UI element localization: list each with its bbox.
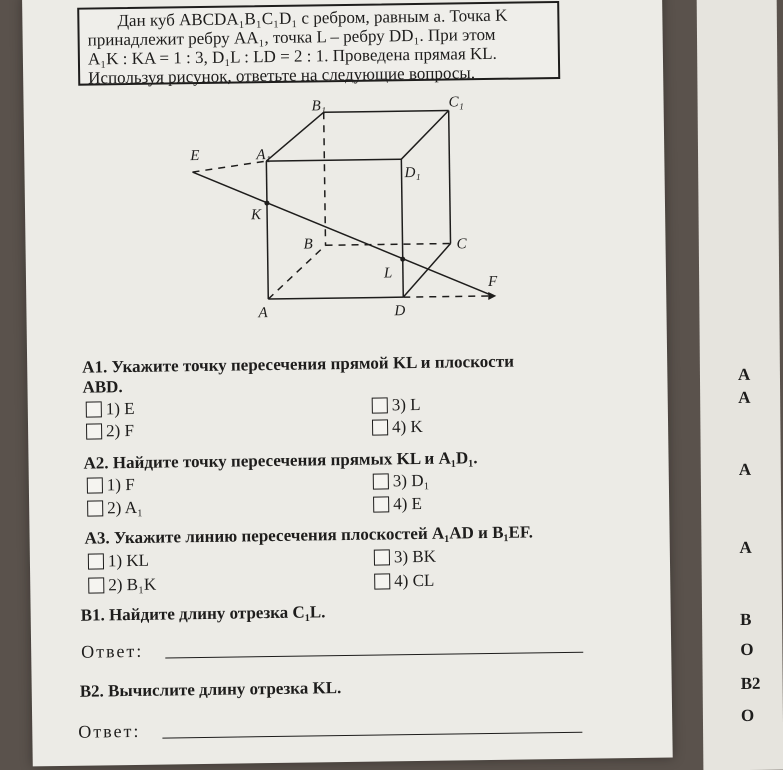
label-l: L <box>383 265 393 282</box>
option-a2-4[interactable]: 4) E <box>373 494 422 515</box>
question-text: B1. Найдите длину отрезка C₁L. <box>80 602 326 625</box>
worksheet-page <box>22 0 673 766</box>
edge-bc-hidden <box>326 244 451 246</box>
option-a2-2[interactable]: 2) A₁ <box>87 498 143 519</box>
adjacent-page-fragment: A <box>737 364 751 385</box>
label-f: F <box>487 273 498 290</box>
label-k: K <box>250 207 262 224</box>
answer-field-b2[interactable] <box>162 732 582 739</box>
label-e: E <box>190 148 200 165</box>
label-b1: B₁ <box>311 98 327 115</box>
problem-statement <box>77 1 560 86</box>
question-a3 <box>84 522 533 548</box>
edge-c1c <box>449 111 451 244</box>
question-a1 <box>82 352 514 398</box>
label-a1: A₁ <box>256 147 271 164</box>
label-c: C <box>456 236 467 253</box>
question-b2 <box>80 678 342 702</box>
question-a2 <box>83 448 477 473</box>
adjacent-page-fragment: B2 <box>740 673 761 694</box>
edge-ab-hidden <box>268 245 327 299</box>
problem-line: принадлежит ребру AA₁, точка L – ребру DD₁. При этом <box>87 24 496 50</box>
edge-dd1 <box>401 159 403 297</box>
edge-dc <box>403 244 452 298</box>
question-text: A1. Укажите точку пересечения прямой KL и плоскости <box>82 351 515 377</box>
label-a: A <box>258 305 268 322</box>
answer-b2 <box>78 721 140 743</box>
arrow-f-marker <box>488 292 496 300</box>
adjacent-page <box>697 0 783 770</box>
checkbox[interactable] <box>86 401 102 417</box>
question-text: ABD. <box>82 377 123 397</box>
adjacent-page-fragment: B <box>740 609 752 630</box>
problem-line: Дан куб ABCDA₁B₁C₁D₁ с ребром, равным a. Точка K <box>117 5 508 31</box>
checkbox[interactable] <box>88 553 104 569</box>
label-d1: D₁ <box>404 164 421 182</box>
checkbox[interactable] <box>87 477 103 493</box>
option-a1-2[interactable]: 2) F <box>86 421 134 442</box>
edge-d1c1 <box>401 111 450 160</box>
label-b: B <box>303 236 313 253</box>
question-b1 <box>81 602 326 625</box>
question-text: B2. Вычислите длину отрезка KL. <box>79 678 342 701</box>
option-a3-4[interactable]: 4) CL <box>374 571 434 592</box>
checkbox[interactable] <box>88 577 104 593</box>
checkbox[interactable] <box>372 419 388 435</box>
checkbox[interactable] <box>373 473 389 489</box>
option-a1-1[interactable]: 1) E <box>86 399 135 420</box>
line-df-extension <box>403 296 493 297</box>
edge-b1c1 <box>324 111 449 113</box>
adjacent-page-fragment: A <box>738 387 751 408</box>
line-ea1-extension <box>192 161 266 172</box>
option-a3-1[interactable]: 1) KL <box>88 551 149 572</box>
option-a3-2[interactable]: 2) B₁K <box>88 575 156 596</box>
option-a2-3[interactable]: 3) D₁ <box>373 471 430 492</box>
cube-diagram <box>163 88 496 323</box>
problem-line: A₁K : KA = 1 : 3, D₁L : LD = 2 : 1. Проведена прямая KL. <box>87 43 497 69</box>
checkbox[interactable] <box>86 423 102 439</box>
edge-ad <box>268 297 403 299</box>
answer-b1 <box>81 641 143 663</box>
checkbox[interactable] <box>372 397 388 413</box>
answer-label: Ответ: <box>78 720 141 742</box>
option-a2-1[interactable]: 1) F <box>87 475 135 496</box>
answer-field-b1[interactable] <box>165 652 583 659</box>
question-text: A2. Найдите точку пересечения прямых KL и A₁D₁. <box>83 448 478 473</box>
checkbox[interactable] <box>374 573 390 589</box>
edge-a1b1 <box>266 112 325 161</box>
adjacent-page-fragment: A <box>738 459 752 480</box>
label-d: D <box>394 303 406 320</box>
adjacent-page-fragment: A <box>739 537 752 558</box>
option-a1-4[interactable]: 4) K <box>372 417 423 438</box>
adjacent-page-fragment: O <box>740 705 755 726</box>
edge-aa1 <box>266 161 268 299</box>
problem-line: Используя рисунок, ответьте на следующие вопросы. <box>88 63 476 88</box>
option-a3-3[interactable]: 3) BK <box>374 547 436 568</box>
label-c1: C₁ <box>448 94 464 111</box>
edge-a1d1 <box>266 159 401 161</box>
checkbox[interactable] <box>87 500 103 516</box>
line-ef <box>193 168 494 300</box>
answer-label: Ответ: <box>81 640 144 662</box>
edge-bb1-hidden <box>324 112 326 245</box>
option-a1-3[interactable]: 3) L <box>372 395 421 416</box>
question-text: A3. Укажите линию пересечения плоскостей A₁AD и B₁EF. <box>84 522 534 548</box>
checkbox[interactable] <box>374 549 390 565</box>
adjacent-page-fragment: O <box>740 639 754 660</box>
checkbox[interactable] <box>373 496 389 512</box>
